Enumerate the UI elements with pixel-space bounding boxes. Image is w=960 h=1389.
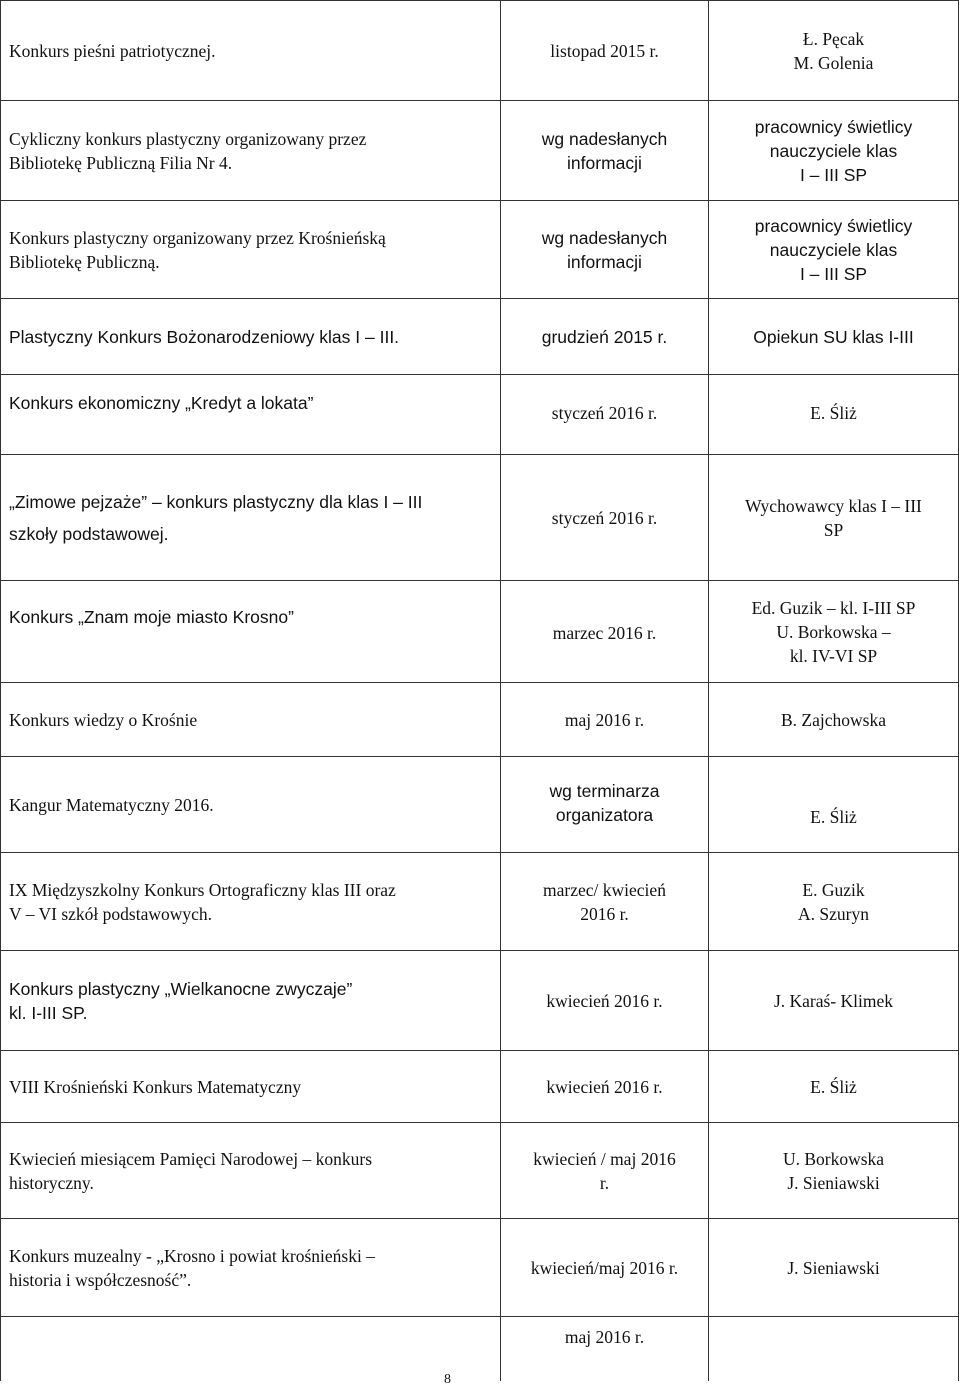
date-text: 2016 r. xyxy=(580,903,629,924)
date-cell xyxy=(501,299,709,375)
organizer-cell xyxy=(709,1317,959,1381)
organizer-text: nauczyciele klas xyxy=(769,239,898,260)
page-number: 8 xyxy=(444,1372,451,1387)
competition-text: IX Międzyszkolny Konkurs Ortograficzny klas III oraz xyxy=(9,879,396,900)
date-text: wg nadesłanych xyxy=(541,128,668,149)
table-row xyxy=(1,201,959,299)
competition-text: Konkurs wiedzy o Krośnie xyxy=(9,709,198,730)
competition-cell xyxy=(1,757,501,853)
date-text: maj 2016 r. xyxy=(564,709,645,730)
competition-text: V – VI szkół podstawowych. xyxy=(9,903,213,924)
competition-text: Konkurs plastyczny organizowany przez Krośnieńską xyxy=(9,227,386,248)
organizer-text: J. Sieniawski xyxy=(787,1257,880,1278)
date-text: listopad 2015 r. xyxy=(550,40,659,61)
competition-cell xyxy=(1,1,501,101)
organizer-text: E. Śliż xyxy=(810,1076,857,1097)
organizer-text: SP xyxy=(823,519,844,540)
organizer-text: B. Zajchowska xyxy=(781,709,886,730)
date-text: wg nadesłanych xyxy=(541,227,668,248)
date-cell xyxy=(501,1317,709,1381)
date-cell xyxy=(501,683,709,757)
competition-cell xyxy=(1,455,501,581)
table-row xyxy=(1,757,959,853)
date-cell xyxy=(501,1051,709,1123)
competition-text: Bibliotekę Publiczną Filia Nr 4. xyxy=(9,152,233,173)
competition-text: „Zimowe pejzaże” – konkurs plastyczny dla klas I – III xyxy=(9,491,423,512)
table-row xyxy=(1,853,959,951)
organizer-cell xyxy=(709,757,959,853)
organizer-cell xyxy=(709,581,959,683)
organizer-cell xyxy=(709,1219,959,1317)
competition-cell xyxy=(1,375,501,455)
competition-text: kl. I-III SP. xyxy=(9,1002,88,1023)
table-row xyxy=(1,581,959,683)
competition-cell xyxy=(1,853,501,951)
organizer-cell xyxy=(709,375,959,455)
date-cell xyxy=(501,581,709,683)
organizer-text: J. Sieniawski xyxy=(787,1172,880,1193)
organizer-cell xyxy=(709,853,959,951)
competition-text: Konkurs pieśni patriotycznej. xyxy=(9,40,216,61)
date-cell xyxy=(501,1,709,101)
competition-cell xyxy=(1,1219,501,1317)
table-row xyxy=(1,683,959,757)
table-row xyxy=(1,1051,959,1123)
organizer-text: pracownicy świetlicy xyxy=(754,116,913,137)
date-cell xyxy=(501,201,709,299)
date-text: informacji xyxy=(567,251,642,272)
organizer-cell xyxy=(709,683,959,757)
organizer-text: I – III SP xyxy=(799,164,868,185)
date-text: kwiecień 2016 r. xyxy=(546,990,663,1011)
date-text: kwiecień / maj 2016 xyxy=(533,1148,676,1169)
competition-text: Konkurs muzealny - „Krosno i powiat krośnieński – xyxy=(9,1245,375,1266)
organizer-text: M. Golenia xyxy=(793,52,874,73)
competition-text: szkoły podstawowej. xyxy=(9,523,169,544)
date-cell xyxy=(501,757,709,853)
competition-cell xyxy=(1,581,501,683)
date-text: r. xyxy=(599,1172,610,1193)
competition-cell xyxy=(1,683,501,757)
organizer-text: kl. IV-VI SP xyxy=(789,645,878,666)
date-text: grudzień 2015 r. xyxy=(541,326,668,347)
organizer-text: E. Śliż xyxy=(810,807,857,827)
organizer-cell xyxy=(709,201,959,299)
competition-cell xyxy=(1,1317,501,1381)
organizer-text: Wychowawcy klas I – III xyxy=(745,495,922,516)
date-text: wg terminarza xyxy=(549,781,660,801)
table-row xyxy=(1,1123,959,1219)
competition-text: historyczny. xyxy=(9,1172,94,1193)
table-row xyxy=(1,1219,959,1317)
date-cell xyxy=(501,1123,709,1219)
table-row xyxy=(1,455,959,581)
date-cell xyxy=(501,951,709,1051)
competition-text: historia i współczesność”. xyxy=(9,1269,192,1290)
competition-text: Konkurs plastyczny „Wielkanocne zwyczaje” xyxy=(9,978,353,999)
organizer-text: Opiekun SU klas I-III xyxy=(753,326,914,347)
date-text: kwiecień 2016 r. xyxy=(546,1076,663,1097)
organizer-cell xyxy=(709,1123,959,1219)
competition-text: VIII Krośnieński Konkurs Matematyczny xyxy=(9,1076,302,1097)
organizer-text: Ed. Guzik – kl. I-III SP xyxy=(751,597,916,618)
competition-text: Konkurs „Znam moje miasto Krosno” xyxy=(9,607,294,627)
date-text: kwiecień/maj 2016 r. xyxy=(530,1257,679,1278)
date-text: styczeń 2016 r. xyxy=(551,403,658,423)
organizer-text: U. Borkowska xyxy=(782,1148,885,1169)
competition-text: Kwiecień miesiącem Pamięci Narodowej – konkurs xyxy=(9,1148,373,1169)
date-text: informacji xyxy=(567,152,642,173)
table-row xyxy=(1,1317,959,1381)
table-row xyxy=(1,299,959,375)
competition-cell xyxy=(1,101,501,201)
date-cell xyxy=(501,375,709,455)
organizer-text: Ł. Pęcak xyxy=(802,28,865,49)
organizer-cell xyxy=(709,101,959,201)
date-cell xyxy=(501,853,709,951)
table-row xyxy=(1,101,959,201)
competition-text: Plastyczny Konkurs Bożonarodzeniowy klas I – III. xyxy=(9,326,400,347)
organizer-cell xyxy=(709,951,959,1051)
organizer-text: I – III SP xyxy=(799,263,868,284)
organizer-text: nauczyciele klas xyxy=(769,140,898,161)
competition-cell xyxy=(1,951,501,1051)
date-text: marzec 2016 r. xyxy=(552,623,657,643)
date-cell xyxy=(501,1219,709,1317)
competition-cell xyxy=(1,299,501,375)
competition-text: Kangur Matematyczny 2016. xyxy=(9,794,214,815)
table-row xyxy=(1,375,959,455)
table-row xyxy=(1,1,959,101)
competition-text: Bibliotekę Publiczną. xyxy=(9,251,160,272)
organizer-cell xyxy=(709,299,959,375)
organizer-cell xyxy=(709,455,959,581)
organizer-text: pracownicy świetlicy xyxy=(754,215,913,236)
date-cell xyxy=(501,101,709,201)
date-text: organizatora xyxy=(555,805,654,825)
date-text: maj 2016 r. xyxy=(564,1327,645,1347)
competition-cell xyxy=(1,1051,501,1123)
organizer-text: E. Guzik xyxy=(802,879,865,900)
table-row xyxy=(1,951,959,1051)
competition-cell xyxy=(1,1123,501,1219)
organizer-text: J. Karaś- Klimek xyxy=(773,990,894,1011)
organizer-cell xyxy=(709,1051,959,1123)
competition-text: Konkurs ekonomiczny „Kredyt a lokata” xyxy=(9,393,314,413)
organizer-cell xyxy=(709,1,959,101)
competition-cell xyxy=(1,201,501,299)
organizer-text: U. Borkowska – xyxy=(776,621,891,642)
date-cell xyxy=(501,455,709,581)
competition-text: Cykliczny konkurs plastyczny organizowany przez xyxy=(9,128,367,149)
organizer-text: E. Śliż xyxy=(810,403,857,423)
date-text: styczeń 2016 r. xyxy=(551,507,658,528)
organizer-text: A. Szuryn xyxy=(798,903,869,924)
date-text: marzec/ kwiecień xyxy=(543,879,666,900)
